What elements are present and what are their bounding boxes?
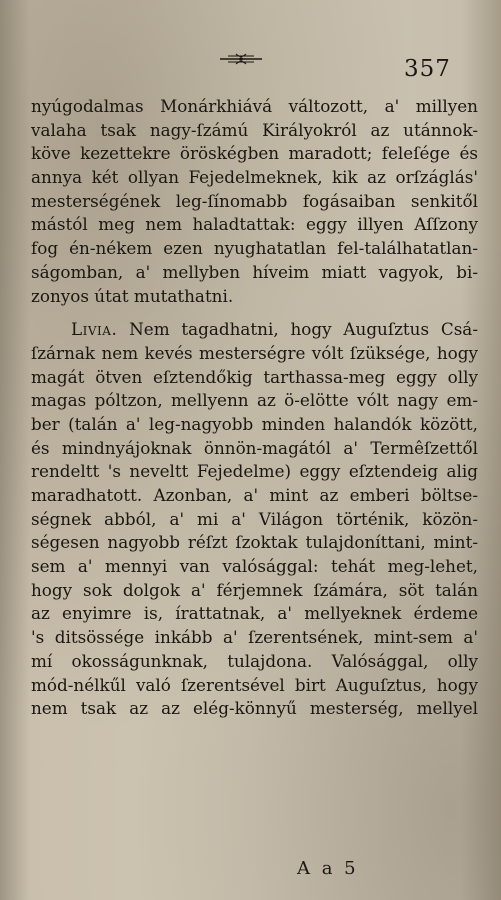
text-line: rendeltt 's neveltt Fejedelme) eggy eſztendeig alig xyxy=(31,461,478,482)
text-line: ségnek abból, a' mi a' Világon történik, közön- xyxy=(31,508,478,529)
paragraph-2 xyxy=(31,318,478,721)
text-line: valaha tsak nagy-ſzámú Királyokról az utánnok- xyxy=(31,119,478,140)
first-line-text: Nem tagadhatni, hogy Auguſztus Csá- xyxy=(129,319,478,340)
text-line: ségesen nagyobb réſzt ſzoktak tulajdoníttani, mint- xyxy=(31,532,478,553)
paragraph-1 xyxy=(31,95,478,308)
paragraph-gap xyxy=(31,308,478,318)
text-line: mesterségének leg-ſínomabb fogásaiban senkitől xyxy=(31,190,478,211)
page-number: 357 xyxy=(404,56,451,82)
ornament-rule xyxy=(218,52,264,66)
text-line: annya két ollyan Fejedelmeknek, kik az orſzáglás' xyxy=(31,167,478,188)
speaker-name: Livia. xyxy=(71,319,118,340)
text-line: maradhatott. Azonban, a' mint az emberi böltse- xyxy=(31,485,478,505)
text-line: ber (talán a' leg-nagyobb minden halandók között, xyxy=(31,413,478,434)
text-line: fog én-nékem ezen nyughatatlan fel-találhatatlan- xyxy=(31,238,478,259)
text-line: hogy sok dolgok a' férjemnek ſzámára, söt talán xyxy=(31,579,478,600)
text-line: magát ötven eſztendőkig tarthassa-meg eggy olly xyxy=(31,366,478,387)
text-line xyxy=(31,318,478,342)
text-line: ságomban, a' mellyben híveim miatt vagyok, bi- xyxy=(31,261,478,282)
signature-mark: A a 5 xyxy=(297,858,359,879)
text-line: 's ditsössége inkább a' ſzerentsének, mint-sem a' xyxy=(31,627,478,648)
text-line: sem a' mennyi van valósággal: tehát meg-lehet, xyxy=(31,556,478,577)
text-line: az enyimre is, írattatnak, a' mellyeknek érdeme xyxy=(31,603,478,624)
text-line: mód-nélkűl való ſzerentsével birt Auguſztus, hogy xyxy=(31,674,478,695)
text-line: zonyos útat mutathatni. xyxy=(31,285,234,306)
text-line: mí okosságunknak, tulajdona. Valósággal, olly xyxy=(31,650,478,671)
body-text xyxy=(31,95,478,721)
text-line: nyúgodalmas Monárkhiává változott, a' millyen xyxy=(31,96,478,116)
text-line: mástól meg nem haladtattak: eggy illyen Aſſzony xyxy=(31,214,478,235)
text-line: magas póltzon, mellyenn az ö-elötte vólt nagy em- xyxy=(31,390,478,411)
text-line: köve kezettekre öröskégben maradott; feleſége és xyxy=(31,143,478,164)
text-line: ſzárnak nem kevés mesterségre vólt ſzüksége, hogy xyxy=(31,342,478,363)
text-line: nem tsak az az elég-könnyű mesterség, mellyel xyxy=(31,698,478,719)
text-line: és mindnyájoknak önnön-magától a' Termêſzettől xyxy=(31,437,478,458)
